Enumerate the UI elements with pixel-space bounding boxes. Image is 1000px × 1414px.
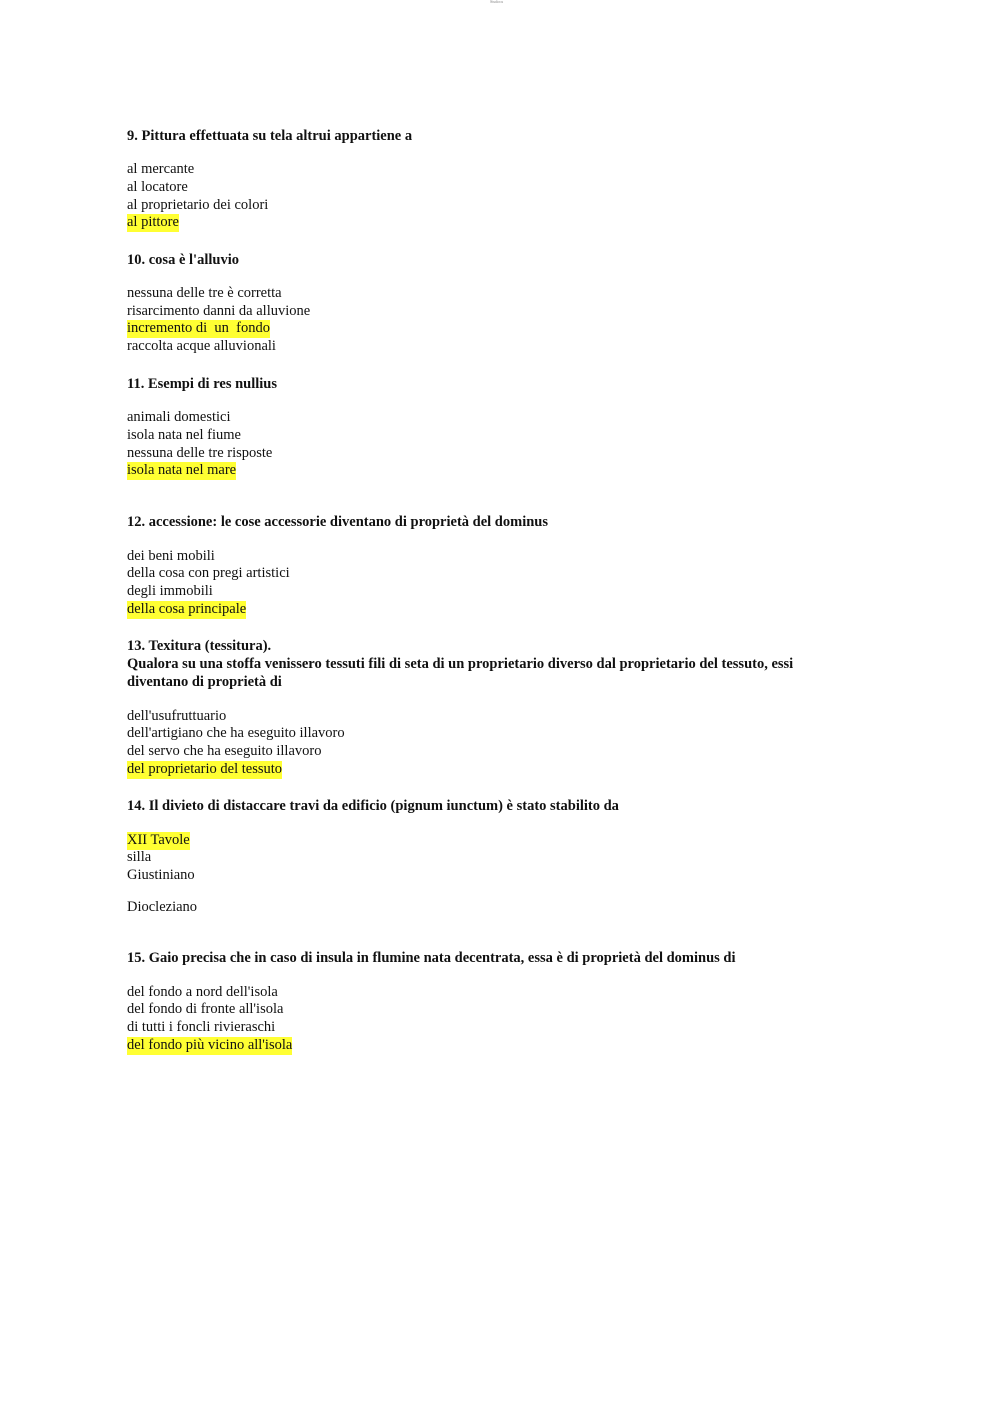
question-14-title: 14. Il divieto di distaccare travi da edificio (pignum iunctum) è stato stabilito da [127, 798, 619, 814]
question-12-option-1: dei beni mobili [127, 548, 215, 564]
question-14-option-4: Diocleziano [127, 899, 198, 915]
question-11-option-4-correct: isola nata nel mare [127, 462, 237, 478]
question-14-option-1-correct: XII Tavole [127, 832, 190, 848]
question-9-option-3: al proprietario dei colori [127, 197, 269, 213]
question-9-option-2: al locatore [127, 179, 188, 195]
question-10-title: 10. cosa è l'alluvio [127, 252, 239, 268]
question-13-title-line-2: Qualora su una stoffa venissero tessuti fili di seta di un proprietario diverso dal proprietario del tessuto, essi [127, 656, 794, 672]
question-13-option-1: dell'usufruttuario [127, 708, 227, 724]
question-9-title: 9. Pittura effettuata su tela altrui appartiene a [127, 128, 413, 144]
question-11-option-1: animali domestici [127, 409, 231, 425]
question-12-option-2: della cosa con pregi artistici [127, 565, 290, 581]
question-10-option-3-correct: incremento di un fondo [127, 320, 270, 336]
question-13-option-4-correct: del proprietario del tessuto [127, 761, 283, 777]
question-14-option-3: Giustiniano [127, 867, 195, 883]
question-15-option-1: del fondo a nord dell'isola [127, 984, 278, 1000]
question-14-option-2: silla [127, 849, 152, 865]
question-12-option-3: degli immobili [127, 583, 213, 599]
question-15-title: 15. Gaio precisa che in caso di insula in flumine nata decentrata, essa è di proprietà del dominus di [127, 950, 736, 966]
question-13-title-line-3: diventano di proprietà di [127, 674, 282, 690]
question-15-option-3: di tutti i foncli rivieraschi [127, 1019, 276, 1035]
question-10-option-1: nessuna delle tre è corretta [127, 285, 282, 301]
question-13-title-line-1: 13. Texitura (tessitura). [127, 638, 272, 654]
question-12-title: 12. accessione: le cose accessorie diventano di proprietà del dominus [127, 514, 549, 530]
question-13-option-2: dell'artigiano che ha eseguito illavoro [127, 725, 345, 741]
question-13-option-3: del servo che ha eseguito illavoro [127, 743, 322, 759]
question-9-option-4-correct: al pittore [127, 214, 179, 230]
question-11-option-3: nessuna delle tre risposte [127, 445, 273, 461]
question-11-title: 11. Esempi di res nullius [127, 376, 278, 392]
question-12-option-4-correct: della cosa principale [127, 601, 247, 617]
question-15-option-2: del fondo di fronte all'isola [127, 1001, 284, 1017]
question-9-option-1: al mercante [127, 161, 195, 177]
question-10-option-2: risarcimento danni da alluvione [127, 303, 311, 319]
question-11-option-2: isola nata nel fiume [127, 427, 241, 443]
header-watermark: Studocu [490, 0, 504, 4]
question-13-title [127, 637, 847, 691]
question-15-option-4-correct: del fondo più vicino all'isola [127, 1037, 293, 1053]
question-10-option-4: raccolta acque alluvionali [127, 338, 276, 354]
